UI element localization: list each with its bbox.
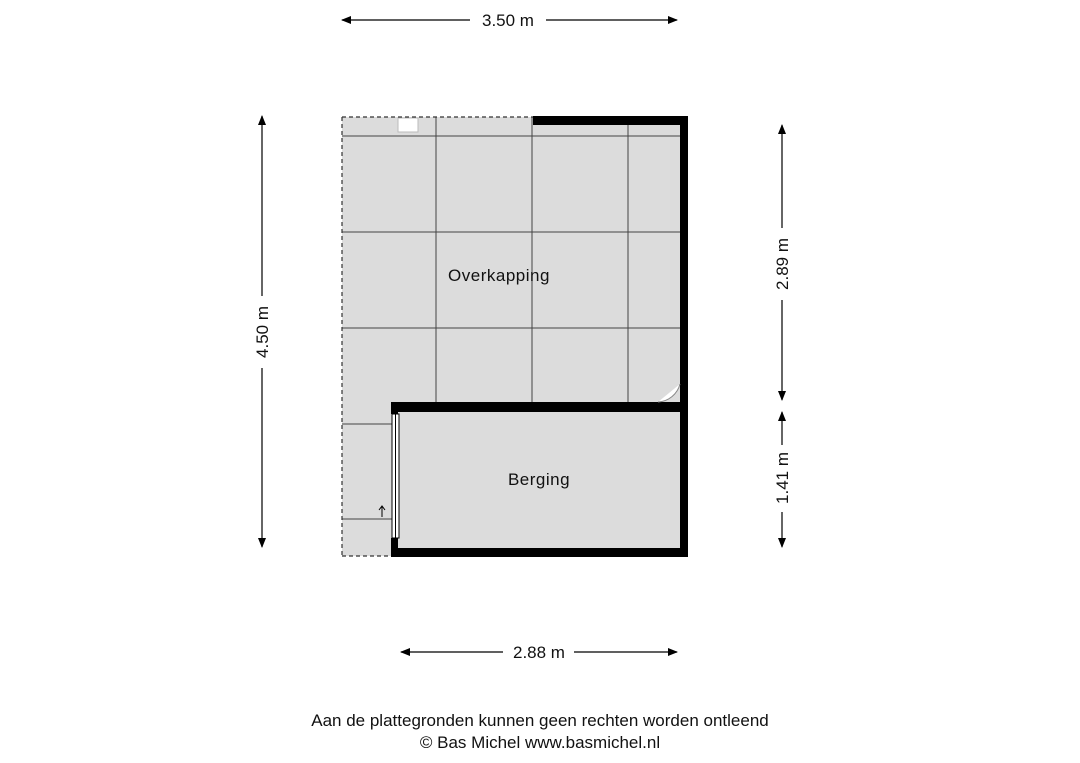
dimension-right-lower-label: 1.41 m — [773, 452, 792, 504]
dimension-top — [342, 11, 677, 30]
wall-left-bottom — [391, 538, 398, 557]
wall-bottom — [391, 548, 688, 557]
dimension-right-upper — [773, 125, 792, 400]
room-label-overkapping: Overkapping — [448, 266, 550, 285]
dimension-right-upper-label: 2.89 m — [773, 238, 792, 290]
wall-right — [680, 116, 688, 557]
footer-disclaimer: Aan de plattegronden kunnen geen rechten worden ontleend — [311, 711, 769, 730]
overkapping-floor — [342, 117, 682, 408]
room-label-berging: Berging — [507, 470, 571, 489]
footer-credit: © Bas Michel www.basmichel.nl — [419, 733, 661, 752]
dimension-top-label: 3.50 m — [482, 11, 534, 30]
dimension-right-lower — [773, 412, 792, 547]
wall-left-top — [391, 402, 398, 414]
dimension-left — [253, 116, 272, 547]
vent-square — [398, 118, 418, 132]
wall-top — [533, 116, 688, 125]
dimension-left-label: 4.50 m — [253, 306, 272, 358]
berging-door — [392, 414, 399, 538]
dimension-bottom-label: 2.88 m — [513, 643, 565, 662]
wall-middle — [391, 402, 688, 412]
left-strip-floor — [342, 408, 395, 556]
dimension-bottom — [401, 643, 677, 662]
